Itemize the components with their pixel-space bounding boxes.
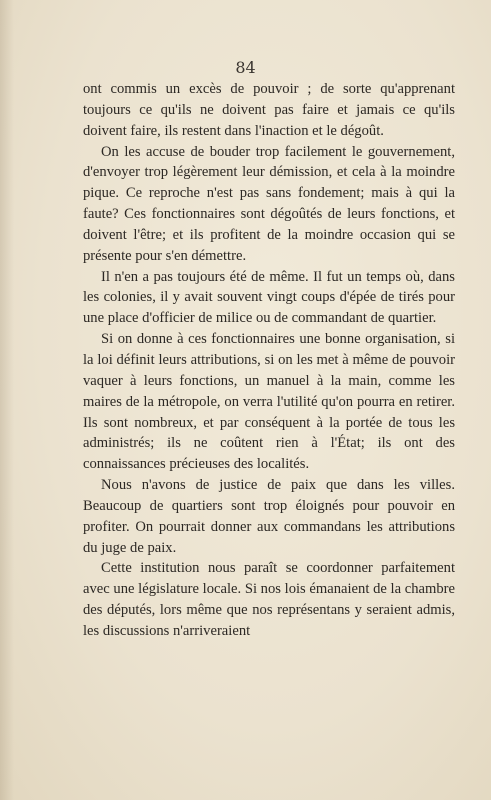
paragraph-1: ont commis un excès de pouvoir ; de sorte qu'apprenant toujours ce qu'ils ne doivent pas faire et jamais ce qu'ils doivent faire, ils restent dans l'inaction et le dégoût. (83, 81, 455, 139)
paragraph-6: Cette institution nous paraît se coordonner parfaitement avec une législature locale. Si nos lois émanaient de la chambre des députés, lors même que nos représentans y seraient admis, les discussions n'arriveraient (83, 560, 455, 639)
paragraph-3: Il n'en a pas toujours été de même. Il fut un temps où, dans les colonies, il y avait souvent vingt coups d'épée de tirés pour une place d'officier de milice ou de commandant de quartier. (83, 268, 455, 327)
page-spine-shadow (0, 0, 14, 800)
paragraph-4: Si on donne à ces fonctionnaires une bonne organisation, si la loi définit leurs attributions, si on les met à même de pouvoir vaquer à leurs fonctions, un manuel à la main, comme les maires de la métropole, on verra l'utilité qu'on pourra en retirer. Ils sont nombreux, et par conséquent à la portée de tous les administrés; ils ne coûtent rien à l'État; ils ont des connaissances précieuses des localités. (83, 331, 455, 473)
paragraph-2: On les accuse de bouder trop facilement le gouvernement, d'envoyer trop légèrement leur démission, et cela à la moindre pique. Ce reproche n'est pas sans fondement; mais à qui la faute? Ces fonctionnaires sont dégoûtés de leurs fonctions, et doivent l'être; et ils profitent de la moindre occasion qui se présente pour s'en démettre. (83, 143, 455, 264)
paragraph-5: Nous n'avons de justice de paix que dans les villes. Beaucoup de quartiers sont trop éloignés pour pouvoir en profiter. On pourrait donner aux commandans les attributions du juge de paix. (83, 477, 455, 556)
page-number: 84 (235, 58, 256, 77)
page-body-text (83, 79, 455, 642)
